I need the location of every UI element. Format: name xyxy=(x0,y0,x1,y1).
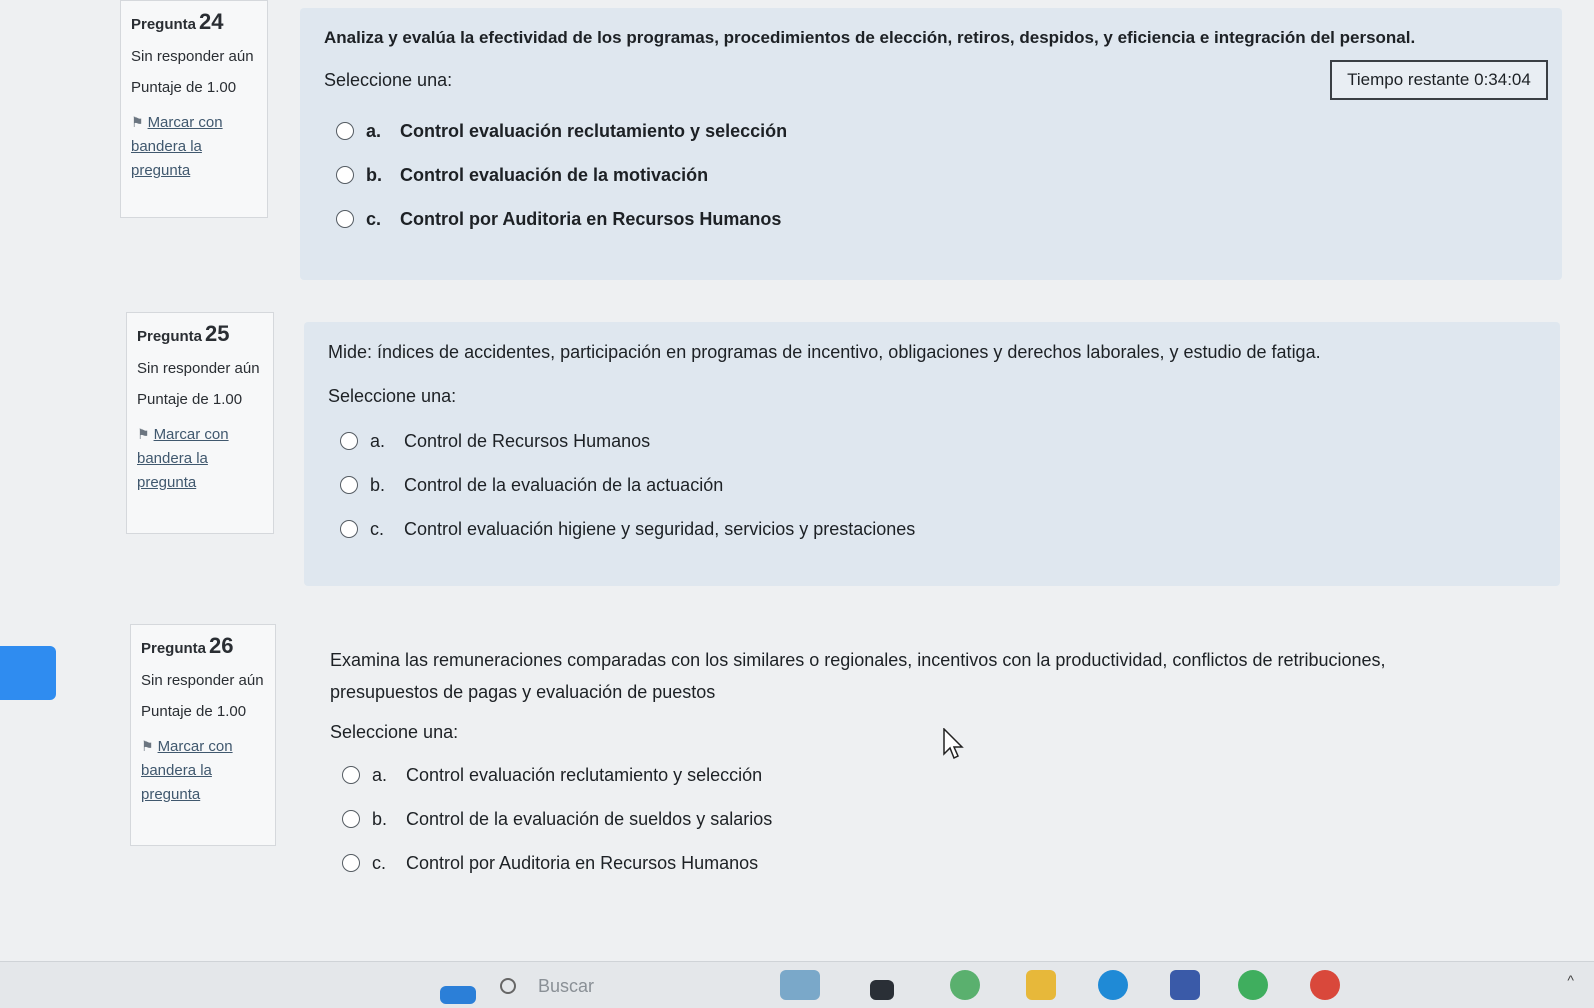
radio-button[interactable] xyxy=(336,166,354,184)
answer-option-c[interactable]: c. Control por Auditoria en Recursos Humanos xyxy=(342,841,1538,885)
answer-option-a[interactable]: a. Control de Recursos Humanos xyxy=(340,419,1536,463)
answer-prompt: Seleccione una: xyxy=(330,722,459,742)
flag-question-link[interactable] xyxy=(131,110,257,183)
question-number: Pregunta 25 xyxy=(137,321,230,346)
answer-option-c[interactable]: c. Control evaluación higiene y seguridad, servicios y prestaciones xyxy=(340,507,1536,551)
radio-button[interactable] xyxy=(340,520,358,538)
answer-option-b[interactable]: b. Control de la evaluación de sueldos y salarios xyxy=(342,797,1538,841)
answer-options xyxy=(324,109,1538,241)
answer-prompt: Seleccione una: xyxy=(324,70,453,90)
flag-icon: ⚑ xyxy=(137,426,150,442)
question-state: Sin responder aún xyxy=(141,672,264,689)
question-grade: Puntaje de 1.00 xyxy=(141,703,247,720)
question-info xyxy=(130,624,276,846)
tray-chevron-icon[interactable]: ^ xyxy=(1567,972,1574,988)
edge-browser-icon[interactable] xyxy=(1098,970,1128,1000)
radio-button[interactable] xyxy=(340,476,358,494)
question-grade: Puntaje de 1.00 xyxy=(137,391,243,408)
question-text: Examina las remuneraciones comparadas con los similares o regionales, incentivos con la productividad, conflictos de retribuciones, presupuestos de pagas y evaluación de puestos xyxy=(330,650,1386,702)
question-info xyxy=(126,312,274,534)
flag-question-label[interactable]: Marcar con bandera la pregunta xyxy=(141,738,233,803)
flag-icon: ⚑ xyxy=(131,114,144,130)
radio-button[interactable] xyxy=(336,122,354,140)
radio-button[interactable] xyxy=(342,766,360,784)
taskbar xyxy=(0,961,1594,1008)
answer-option-a[interactable]: a. Control evaluación reclutamiento y selección xyxy=(336,109,1538,153)
whatsapp-icon[interactable] xyxy=(1238,970,1268,1000)
copilot-icon[interactable] xyxy=(950,970,980,1000)
radio-button[interactable] xyxy=(342,810,360,828)
chrome-browser-icon[interactable] xyxy=(1310,970,1340,1000)
time-remaining-box: Tiempo restante 0:34:04 xyxy=(1330,60,1548,100)
task-view-icon[interactable] xyxy=(870,980,894,1000)
question-content xyxy=(306,630,1562,890)
answer-option-b[interactable]: b. Control evaluación de la motivación xyxy=(336,153,1538,197)
question-grade: Puntaje de 1.00 xyxy=(131,79,237,96)
answer-options xyxy=(330,753,1538,885)
mouse-cursor-icon xyxy=(943,728,965,760)
widgets-icon[interactable] xyxy=(780,970,820,1000)
flag-question-label[interactable]: Marcar con bandera la pregunta xyxy=(131,114,223,179)
question-number: Pregunta 26 xyxy=(141,633,234,658)
question-number: Pregunta 24 xyxy=(131,9,224,34)
question-text: Mide: índices de accidentes, participación en programas de incentivo, obligaciones y derechos laborales, y estudio de fatiga. xyxy=(328,342,1321,362)
radio-button[interactable] xyxy=(342,854,360,872)
question-content xyxy=(304,322,1560,586)
drawer-toggle-tab[interactable] xyxy=(0,646,56,700)
search-placeholder: Buscar xyxy=(538,975,595,996)
radio-button[interactable] xyxy=(340,432,358,450)
answer-prompt: Seleccione una: xyxy=(328,386,457,406)
question-content xyxy=(300,8,1562,280)
question-text: Analiza y evalúa la efectividad de los programas, procedimientos de elección, retiros, despidos, y eficiencia e integración del personal. xyxy=(324,28,1416,47)
answer-option-b[interactable]: b. Control de la evaluación de la actuación xyxy=(340,463,1536,507)
search-icon xyxy=(500,978,516,994)
timer-value: 0:34:04 xyxy=(1474,70,1531,89)
question-state: Sin responder aún xyxy=(137,360,260,377)
flag-icon: ⚑ xyxy=(141,738,154,754)
question-info xyxy=(120,0,268,218)
question-state: Sin responder aún xyxy=(131,48,254,65)
answer-option-c[interactable]: c. Control por Auditoria en Recursos Humanos xyxy=(336,197,1538,241)
taskbar-search[interactable] xyxy=(500,970,680,1002)
flag-question-link[interactable] xyxy=(137,422,263,495)
flag-question-link[interactable] xyxy=(141,734,265,807)
answer-option-a[interactable]: a. Control evaluación reclutamiento y selección xyxy=(342,753,1538,797)
file-explorer-icon[interactable] xyxy=(1026,970,1056,1000)
flag-question-label[interactable]: Marcar con bandera la pregunta xyxy=(137,426,229,491)
answer-options xyxy=(328,419,1536,551)
start-button-icon[interactable] xyxy=(440,986,476,1004)
radio-button[interactable] xyxy=(336,210,354,228)
store-icon[interactable] xyxy=(1170,970,1200,1000)
